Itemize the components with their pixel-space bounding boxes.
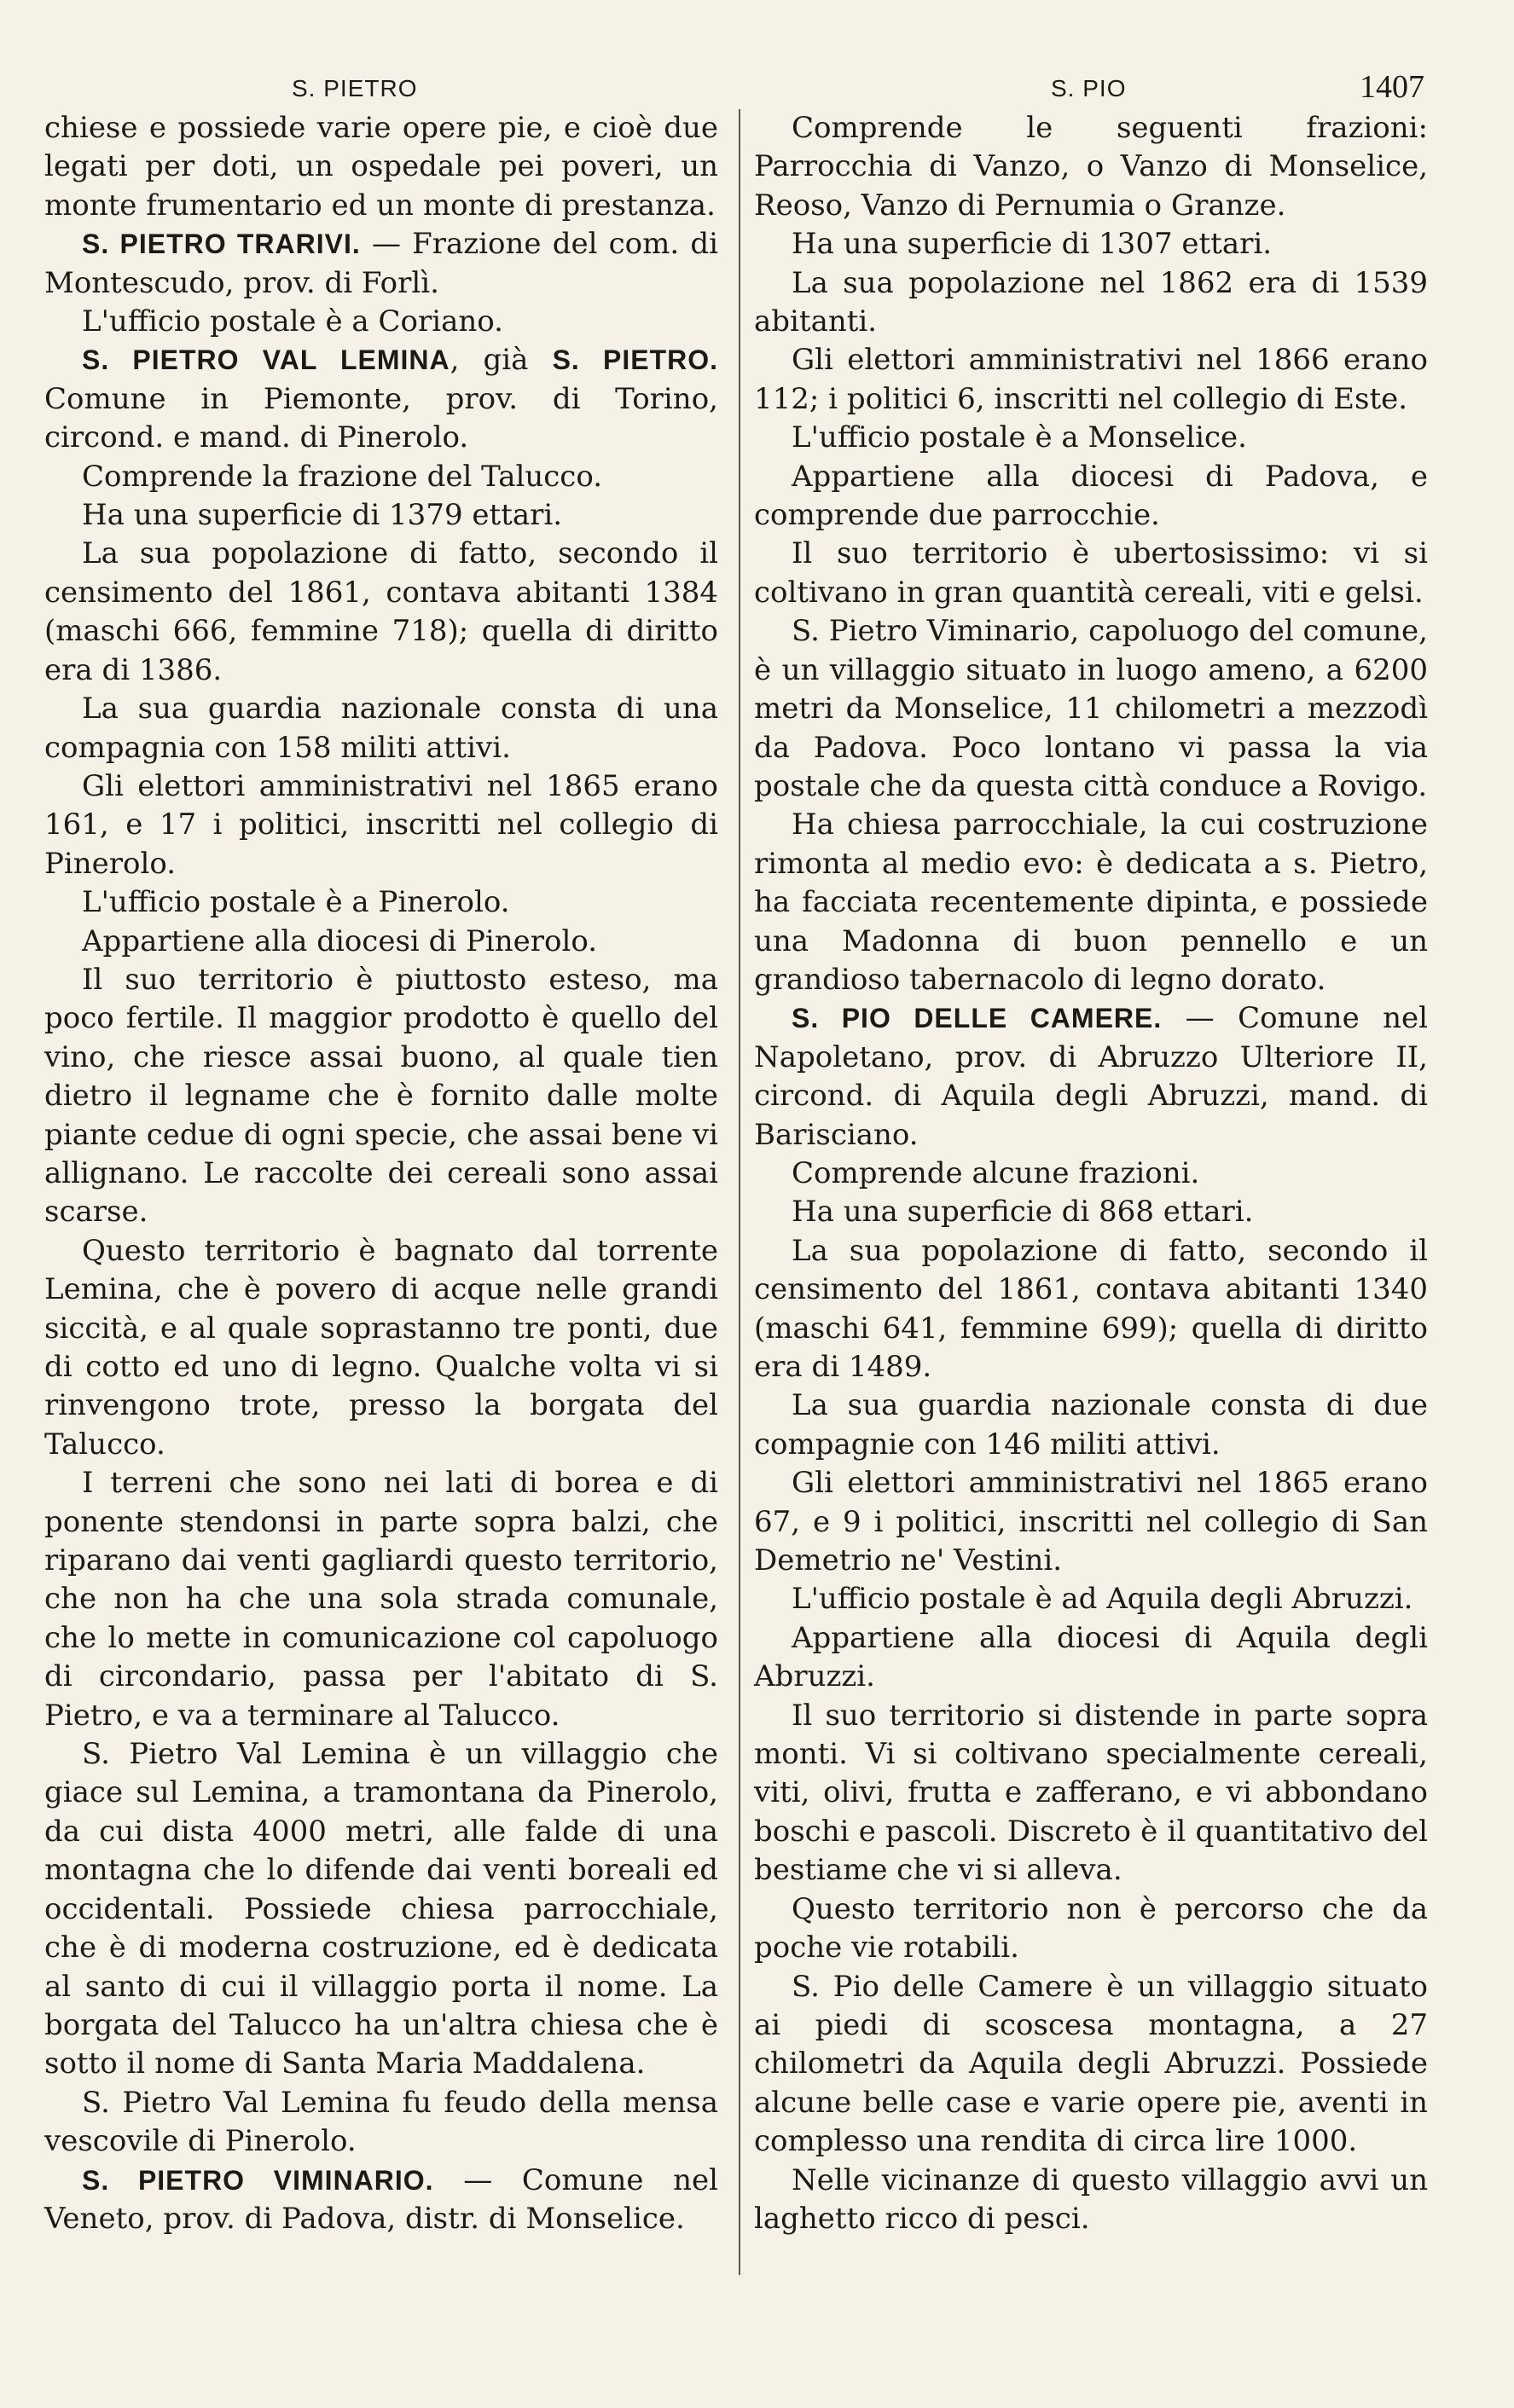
paragraph: Appartiene alla diocesi di Pinerolo. bbox=[82, 923, 598, 958]
paragraph: Il suo territorio si distende in parte sopra monti. Vi si coltivano specialmente cereali, viti, olivi, frutta e zafferano, e vi abbondano boschi e pascoli. Discreto è il quantitativo del bestiame che vi si alleva. bbox=[754, 1698, 1428, 1888]
paragraph: Comprende la frazione del Talucco. bbox=[82, 459, 603, 494]
entry-text: Comune in Piemonte, prov. di Torino, circond. e mand. di Pinerolo. bbox=[44, 381, 718, 455]
running-header bbox=[44, 68, 1424, 111]
paragraph: L'ufficio postale è ad Aquila degli Abruzzi. bbox=[792, 1582, 1413, 1617]
entry-text: — Comune nel Veneto, prov. di Padova, distr. di Monselice. bbox=[44, 2162, 718, 2236]
paragraph: Il suo territorio è ubertosissimo: vi si coltivano in gran quantità cereali, viti e gelsi. bbox=[754, 536, 1428, 610]
entry-headword: S. PIETRO VAL LEMINA bbox=[82, 344, 450, 376]
left-running-title: S. PIETRO bbox=[292, 75, 418, 101]
paragraph: Ha una superficie di 868 ettari. bbox=[792, 1195, 1254, 1230]
entry-text: — Frazione del com. di Montescudo, prov. di Forlì. bbox=[44, 227, 719, 300]
page-number: 1407 bbox=[1360, 69, 1424, 105]
entry-headword: S. PIETRO TRARIVI. bbox=[82, 229, 361, 260]
paragraph: S. Pietro Viminario, capoluogo del comune, è un villaggio situato in luogo ameno, a 6200 metri da Monselice, 11 chilometri a mezzodì da Padova. Poco lontano vi passa la via postale che da questa città conduce a Rovigo. bbox=[754, 614, 1428, 803]
paragraph: La sua popolazione di fatto, secondo il censimento del 1861, contava abitanti 1340 (maschi 641, femmine 699); quella di diritto era di 1489. bbox=[754, 1233, 1428, 1384]
paragraph: Appartiene alla diocesi di Padova, e comprende due parrocchie. bbox=[754, 459, 1428, 533]
right-column bbox=[754, 109, 1428, 2238]
paragraph: L'ufficio postale è a Coriano. bbox=[82, 304, 503, 339]
paragraph: Appartiene alla diocesi di Aquila degli Abruzzi. bbox=[754, 1620, 1428, 1694]
paragraph: S. Pietro Val Lemina è un villaggio che giace sul Lemina, a tramontana da Pinerolo, da cui dista 4000 metri, alle falde di una montagna che lo difende dai venti boreali ed occidentali. Possiede chiesa parrocchiale, che è di moderna costruzione, ed è dedicata al santo di cui il villaggio porta il nome. La borgata del Talucco ha un'altra chiesa che è sotto il nome di Santa Maria Maddalena. bbox=[44, 1737, 718, 2081]
paragraph: La sua popolazione nel 1862 era di 1539 abitanti. bbox=[754, 265, 1428, 339]
paragraph: L'ufficio postale è a Monselice. bbox=[792, 420, 1247, 455]
entry-text: , già bbox=[450, 343, 553, 378]
entry-headword: S. PIO DELLE CAMERE. bbox=[792, 1003, 1163, 1034]
paragraph: Ha una superficie di 1307 ettari. bbox=[792, 227, 1273, 262]
paragraph: Ha una superficie di 1379 ettari. bbox=[82, 498, 563, 533]
paragraph: Gli elettori amministrativi nel 1865 erano 67, e 9 i politici, inscritti nel collegio di San Demetrio ne' Vestini. bbox=[754, 1466, 1428, 1578]
paragraph: Gli elettori amministrativi nel 1865 erano 161, e 17 i politici, inscritti nel collegio di Pinerolo. bbox=[44, 768, 718, 881]
paragraph: S. Pietro Val Lemina fu feudo della mensa vescovile di Pinerolo. bbox=[44, 2085, 718, 2159]
paragraph: La sua guardia nazionale consta di una compagnia con 158 militi attivi. bbox=[44, 692, 718, 765]
entry-headword-alt: S. PIETRO. bbox=[552, 344, 718, 376]
entry-text: — Comune nel Napoletano, prov. di Abruzzo Ulteriore II, circond. di Aquila degli Abruzzi, mand. di Barisciano. bbox=[754, 1001, 1428, 1152]
paragraph: S. Pio delle Camere è un villaggio situato ai piedi di scoscesa montagna, a 27 chilometri da Aquila degli Abruzzi. Possiede alcune belle case e varie opere pie, aventi in complesso una rendita di circa lire 1000. bbox=[754, 1969, 1428, 2159]
entry-s-pietro-trarivi bbox=[44, 225, 718, 303]
paragraph: I terreni che sono nei lati di borea e di ponente stendonsi in parte sopra balzi, che riparano dai venti gagliardi questo territorio, che non ha che una sola strada comunale, che lo mette in comunicazione col capoluogo di circondario, passa per l'abitato di S. Pietro, e va a terminare al Talucco. bbox=[44, 1466, 718, 1733]
paragraph: La sua popolazione di fatto, secondo il censimento del 1861, contava abitanti 1384 (maschi 666, femmine 718); quella di diritto era di 1386. bbox=[44, 536, 718, 687]
paragraph: Comprende alcune frazioni. bbox=[792, 1155, 1200, 1190]
paragraph: Questo territorio è bagnato dal torrente Lemina, che è povero di acque nelle grandi siccità, e al quale soprastanno tre ponti, due di cotto ed uno di legno. Qualche volta vi si rinvengono trote, presso la borgata del Talucco. bbox=[44, 1233, 718, 1462]
paragraph: chiese e possiede varie opere pie, e cioè due legati per doti, un ospedale pei poveri, un monte frumentario ed un monte di prestanza. bbox=[44, 111, 718, 223]
entry-s-pio-delle-camere bbox=[754, 999, 1428, 1155]
paragraph: Nelle vicinanze di questo villaggio avvi un laghetto ricco di pesci. bbox=[754, 2162, 1428, 2236]
paragraph: Il suo territorio è piuttosto esteso, ma poco fertile. Il maggior prodotto è quello del vino, che riesce assai buono, al quale tien dietro il legname che è fornito dalle molte piante cedue di ogni specie, che assai bene vi allignano. Le raccolte dei cereali sono assai scarse. bbox=[44, 962, 718, 1230]
paragraph: Ha chiesa parrocchiale, la cui costruzione rimonta al medio evo: è dedicata a s. Pietro, ha facciata recentemente dipinta, e possiede una Madonna di buon pennello e un grandioso tabernacolo di legno dorato. bbox=[754, 807, 1428, 997]
paragraph: Questo territorio non è percorso che da poche vie rotabili. bbox=[754, 1891, 1428, 1965]
paragraph: Gli elettori amministrativi nel 1866 erano 112; i politici 6, inscritti nel collegio di Este. bbox=[754, 343, 1428, 416]
entry-s-pietro-val-lemina bbox=[44, 341, 718, 457]
right-running-title: S. PIO bbox=[1051, 75, 1127, 101]
paragraph: L'ufficio postale è a Pinerolo. bbox=[82, 885, 510, 920]
left-column bbox=[44, 109, 718, 2238]
paragraph: La sua guardia nazionale consta di due compagnie con 146 militi attivi. bbox=[754, 1388, 1428, 1462]
entry-headword: S. PIETRO VIMINARIO. bbox=[82, 2164, 434, 2196]
paragraph: Comprende le seguenti frazioni: Parrocchia di Vanzo, o Vanzo di Monselice, Reoso, Vanzo di Pernumia o Granze. bbox=[754, 111, 1428, 223]
column-divider bbox=[739, 109, 740, 2275]
entry-s-pietro-viminario bbox=[44, 2162, 718, 2239]
